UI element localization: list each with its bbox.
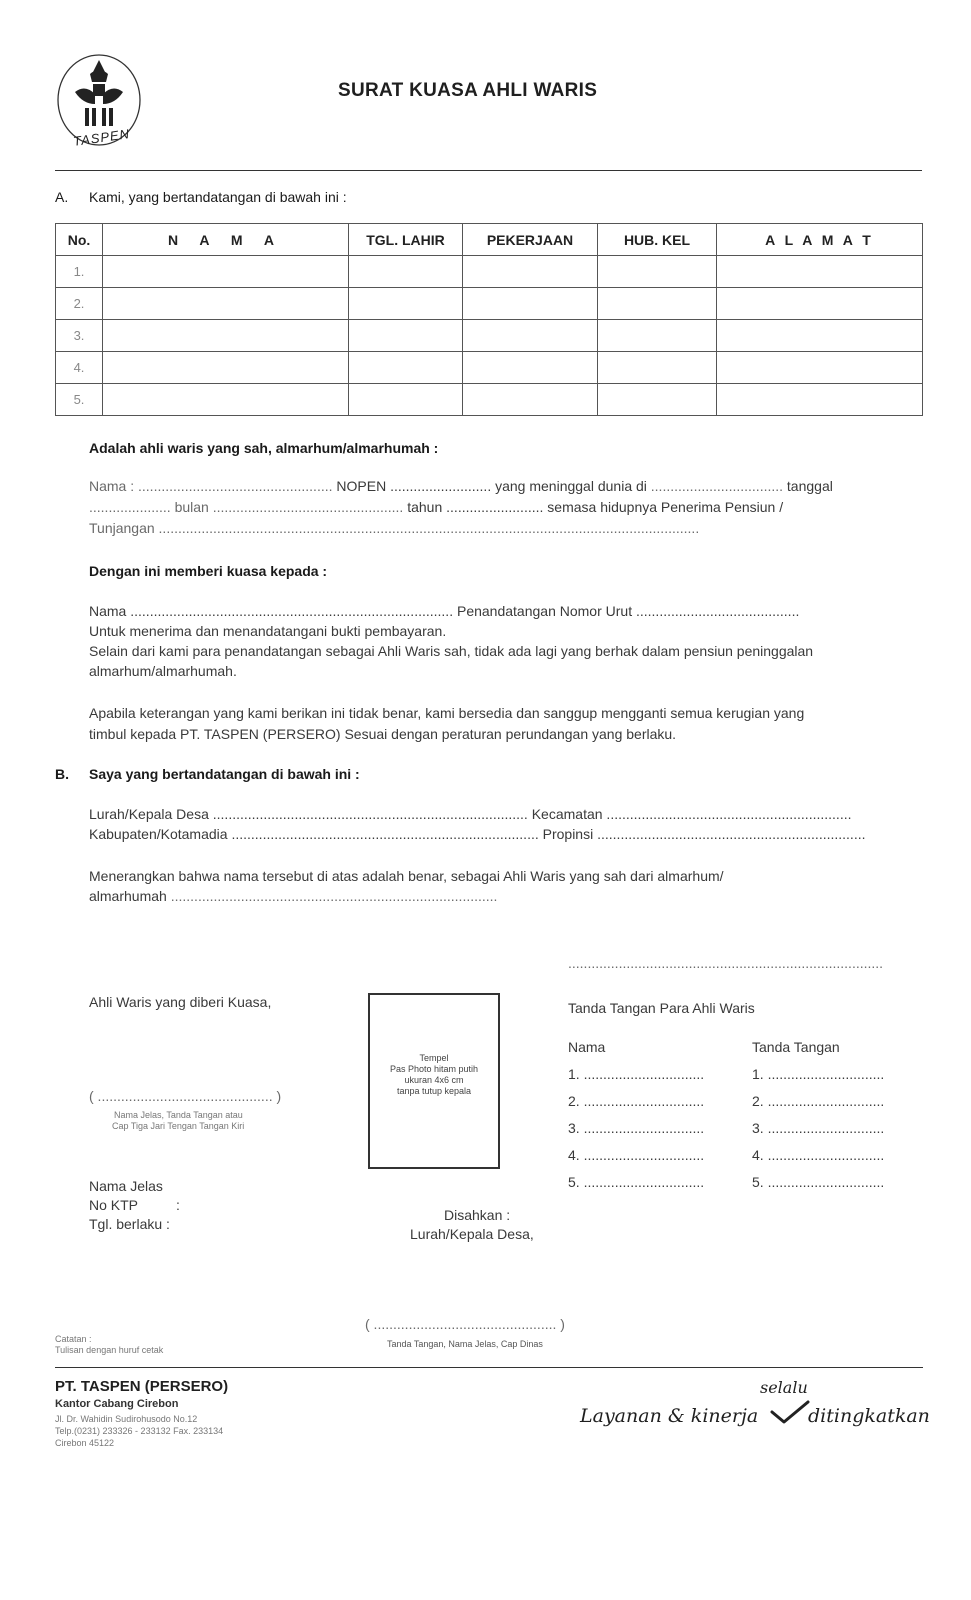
heir-nama-row[interactable]: 1. ............................... xyxy=(568,1066,705,1082)
cell-hub-kel[interactable] xyxy=(598,320,717,352)
heir-ttd-row[interactable]: 1. .............................. xyxy=(752,1066,885,1082)
cell-alamat[interactable] xyxy=(717,352,923,384)
dots[interactable]: .................................................. xyxy=(134,478,333,494)
heirs-heading: Adalah ahli waris yang sah, almarhum/almarhumah : xyxy=(89,440,439,456)
cell-tgl-lahir[interactable] xyxy=(349,256,463,288)
label-tanggal: tanggal xyxy=(786,478,833,494)
section-a-marker: A. xyxy=(55,189,69,205)
ahli-waris-kuasa: Ahli Waris yang diberi Kuasa, xyxy=(89,994,272,1010)
cell-tgl-lahir[interactable] xyxy=(349,352,463,384)
label-propinsi: Propinsi xyxy=(542,826,594,842)
cell-nama[interactable] xyxy=(103,384,349,416)
dots[interactable]: .......................................... xyxy=(632,603,800,619)
col-header-pekerjaan: PEKERJAAN xyxy=(463,224,598,256)
lurah-note: Tanda Tangan, Nama Jelas, Cap Dinas xyxy=(387,1339,543,1349)
row-number: 5. xyxy=(752,1174,764,1190)
row-number: 4. xyxy=(568,1147,580,1163)
power-line-3: almarhum/almarhumah. xyxy=(89,663,237,679)
paren-open: ( xyxy=(89,1088,94,1104)
cell-hub-kel[interactable] xyxy=(598,384,717,416)
company-city: Cirebon 45122 xyxy=(55,1438,115,1448)
label-meninggal: yang meninggal dunia di xyxy=(495,478,647,494)
logo-text: TASPEN xyxy=(72,126,131,149)
photo-line: tanpa tutup kepala xyxy=(396,1086,472,1096)
cell-nama[interactable] xyxy=(103,352,349,384)
heir-ttd-row[interactable]: 2. .............................. xyxy=(752,1093,885,1109)
dots[interactable]: ..................................................................... xyxy=(593,826,866,842)
catatan-label: Catatan : xyxy=(55,1334,92,1344)
row-number: 1. xyxy=(568,1066,580,1082)
heir-nama-row[interactable]: 4. ............................... xyxy=(568,1147,705,1163)
row-number: 1. xyxy=(752,1066,764,1082)
deceased-line-2 xyxy=(89,499,922,515)
tanda-tangan-para: Tanda Tangan Para Ahli Waris xyxy=(568,1000,755,1016)
heir-ttd-row[interactable]: 5. .............................. xyxy=(752,1174,885,1190)
row-number: 3. xyxy=(568,1120,580,1136)
col-header-hub-kel: HUB. KEL xyxy=(598,224,717,256)
cell-pekerjaan[interactable] xyxy=(463,320,598,352)
label-no-ktp: No KTP xyxy=(89,1197,139,1213)
label-almarhumah: almarhumah xyxy=(89,888,167,904)
label-nopen: NOPEN xyxy=(336,478,387,494)
col-header-nama: N A M A xyxy=(103,224,349,256)
heirs-table xyxy=(55,223,923,416)
disahkan-label: Disahkan : xyxy=(444,1207,511,1223)
heir-nama-row[interactable]: 2. ............................... xyxy=(568,1093,705,1109)
paren-close: ) xyxy=(560,1316,565,1332)
company-name: PT. TASPEN (PERSERO) xyxy=(55,1378,229,1395)
photo-line: Tempel xyxy=(419,1053,449,1063)
cell-hub-kel[interactable] xyxy=(598,256,717,288)
label-semasa: semasa hidupnya Penerima Pensiun / xyxy=(547,499,784,515)
section-b-marker: B. xyxy=(55,766,69,782)
almarhumah-line xyxy=(89,888,497,904)
label-bulan: bulan xyxy=(174,499,209,515)
cell-nama[interactable] xyxy=(103,320,349,352)
row-number: 1. xyxy=(56,256,103,288)
col-header-alamat: A L A M A T xyxy=(717,224,923,256)
label-tgl-berlaku: Tgl. berlaku : xyxy=(89,1216,170,1232)
row-number: 2. xyxy=(752,1093,764,1109)
no-ktp-colon: : xyxy=(176,1197,180,1213)
label-tahun: tahun xyxy=(407,499,443,515)
row-number: 4. xyxy=(752,1147,764,1163)
catatan-text: Tulisan dengan huruf cetak xyxy=(55,1345,164,1355)
company-address: Jl. Dr. Wahidin Sudirohusodo No.12 xyxy=(55,1414,198,1424)
dots[interactable]: ........................................................................................................................................... xyxy=(154,520,700,536)
power-line-1: Untuk menerima dan menandatangani bukti pembayaran. xyxy=(89,623,447,639)
cell-hub-kel[interactable] xyxy=(598,288,717,320)
kuasa-note-1: Nama Jelas, Tanda Tangan atau xyxy=(114,1110,243,1120)
cell-alamat[interactable] xyxy=(717,384,923,416)
cell-alamat[interactable] xyxy=(717,288,923,320)
photo-instructions xyxy=(370,1053,498,1097)
statement-line-1: Apabila keterangan yang kami berikan ini tidak benar, kami bersedia dan sanggup mengganti semua kerugian yang xyxy=(89,705,805,721)
label-penandatangan: Penandatangan Nomor Urut xyxy=(456,603,633,619)
power-line-nama xyxy=(89,603,799,619)
row-number: 5. xyxy=(56,384,103,416)
footer-divider xyxy=(55,1367,923,1368)
row-number: 5. xyxy=(568,1174,580,1190)
slogan-main: Layanan & kinerja xyxy=(580,1405,759,1427)
cell-nama[interactable] xyxy=(103,256,349,288)
table-row xyxy=(56,320,923,352)
section-a-heading: Kami, yang bertandatangan di bawah ini : xyxy=(89,189,347,205)
heir-nama-row[interactable]: 3. ............................... xyxy=(568,1120,705,1136)
col-header-tgl-lahir: TGL. LAHIR xyxy=(349,224,463,256)
label-nama: Nama : xyxy=(89,478,135,494)
col-nama-header: Nama xyxy=(568,1039,606,1055)
table-row xyxy=(56,256,923,288)
table-row xyxy=(56,288,923,320)
checkmark-icon xyxy=(770,1400,810,1424)
table-header-row xyxy=(56,224,923,256)
label-lurah: Lurah/Kepala Desa xyxy=(89,806,209,822)
dots[interactable]: ......................... xyxy=(442,499,544,515)
cell-tgl-lahir[interactable] xyxy=(349,288,463,320)
slogan-top: selalu xyxy=(760,1378,808,1397)
deceased-line-3 xyxy=(89,520,699,536)
taspen-logo xyxy=(55,52,143,152)
cell-alamat[interactable] xyxy=(717,256,923,288)
dots[interactable]: .................................................................................... xyxy=(166,888,498,904)
row-number: 4. xyxy=(56,352,103,384)
lurah-kepala-label: Lurah/Kepala Desa, xyxy=(410,1226,534,1242)
dots[interactable]: ............................................................... xyxy=(602,806,852,822)
table-row xyxy=(56,352,923,384)
kuasa-note-2: Cap Tiga Jari Tengan Tangan Kiri xyxy=(112,1121,245,1131)
cell-tgl-lahir[interactable] xyxy=(349,320,463,352)
col-header-no: No. xyxy=(56,224,103,256)
dots[interactable]: .................................. xyxy=(646,478,784,494)
cell-hub-kel[interactable] xyxy=(598,352,717,384)
section-b-heading: Saya yang bertandatangan di bawah ini : xyxy=(89,766,360,782)
label-nama-jelas: Nama Jelas xyxy=(89,1178,163,1194)
photo-box xyxy=(368,993,500,1169)
cell-pekerjaan[interactable] xyxy=(463,256,598,288)
dots[interactable]: ................................................................................... xyxy=(126,603,454,619)
cell-pekerjaan[interactable] xyxy=(463,352,598,384)
slogan-end: ditingkatkan xyxy=(808,1405,930,1427)
row-number: 3. xyxy=(752,1120,764,1136)
label-tunjangan: Tunjangan xyxy=(89,520,155,536)
cell-pekerjaan[interactable] xyxy=(463,384,598,416)
label-kabupaten: Kabupaten/Kotamadia xyxy=(89,826,228,842)
document-title: SURAT KUASA AHLI WARIS xyxy=(338,80,598,101)
menerangkan-line: Menerangkan bahwa nama tersebut di atas adalah benar, sebagai Ahli Waris yang sah dari almarhum/ xyxy=(89,868,724,884)
dots[interactable]: ................................................................................. xyxy=(208,806,528,822)
cell-alamat[interactable] xyxy=(717,320,923,352)
branch-name: Kantor Cabang Cirebon xyxy=(55,1398,179,1410)
lurah-signature-line[interactable]: ( ............................................... ) xyxy=(365,1316,565,1332)
dots[interactable]: .......................... xyxy=(386,478,492,494)
paren-open: ( xyxy=(365,1316,370,1332)
row-number: 2. xyxy=(568,1093,580,1109)
heir-ttd-row[interactable]: 4. .............................. xyxy=(752,1147,885,1163)
paren-close: ) xyxy=(276,1088,282,1104)
signature-date-line[interactable]: ................................................................................. xyxy=(568,955,884,971)
header-divider xyxy=(55,170,922,171)
lurah-line xyxy=(89,806,851,822)
kabupaten-line xyxy=(89,826,866,842)
table-row xyxy=(56,384,923,416)
power-heading: Dengan ini memberi kuasa kepada : xyxy=(89,563,328,579)
col-tanda-tangan-header: Tanda Tangan xyxy=(752,1039,840,1055)
statement-line-2: timbul kepada PT. TASPEN (PERSERO) Sesuai dengan peraturan perundangan yang berlaku. xyxy=(89,726,677,742)
label-nama: Nama xyxy=(89,603,127,619)
photo-line: ukuran 4x6 cm xyxy=(404,1075,464,1085)
photo-line: Pas Photo hitam putih xyxy=(389,1064,479,1074)
cell-pekerjaan[interactable] xyxy=(463,288,598,320)
dots[interactable]: ..................... xyxy=(89,499,175,515)
kuasa-signature-line[interactable]: ( ............................................. ) xyxy=(89,1088,282,1104)
cell-nama[interactable] xyxy=(103,288,349,320)
heir-ttd-row[interactable]: 3. .............................. xyxy=(752,1120,885,1136)
company-phone: Telp.(0231) 233326 - 233132 Fax. 233134 xyxy=(55,1426,224,1436)
row-number: 3. xyxy=(56,320,103,352)
power-line-2: Selain dari kami para penandatangan sebagai Ahli Waris sah, tidak ada lagi yang berhak dalam pensiun peninggalan xyxy=(89,643,814,659)
label-kecamatan: Kecamatan xyxy=(531,806,603,822)
heir-nama-row[interactable]: 5. ............................... xyxy=(568,1174,705,1190)
deceased-line-1 xyxy=(89,478,922,494)
row-number: 2. xyxy=(56,288,103,320)
dots[interactable]: ............................................................................... xyxy=(227,826,539,842)
cell-tgl-lahir[interactable] xyxy=(349,384,463,416)
dots[interactable]: ................................................. xyxy=(208,499,404,515)
